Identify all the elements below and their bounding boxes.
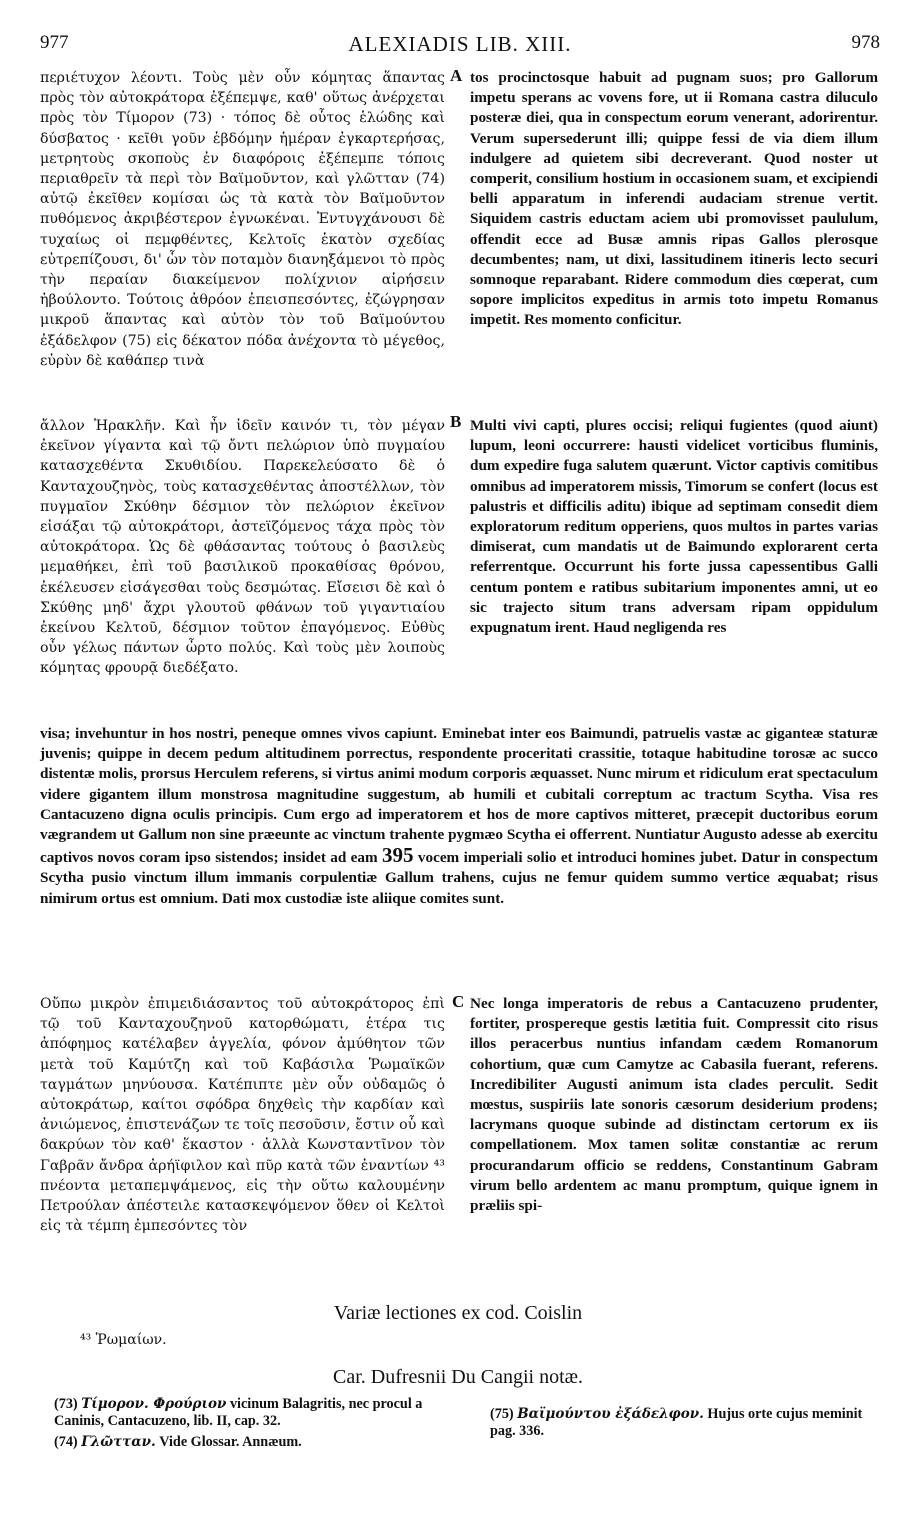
running-header [40, 32, 880, 62]
variae-heading: Variæ lectiones ex cod. Coislin [333, 1302, 583, 1324]
footnote-73 [54, 1396, 450, 1430]
latin-column-a [470, 68, 878, 331]
page-number-left: 977 [40, 32, 69, 53]
variae-item: ⁴³ Ῥωμαίων. [80, 1332, 167, 1348]
footnote-74-lemma: Γλῶτταν. [81, 1434, 156, 1450]
greek-text-a: περιέτυχον λέοντι. Τοὺς μὲν οὖν κόμητας ἅπαντας πρὸς τὸν αὐτοκράτορα ἐξέπεμψε, καθ' οὕτως ἀνέρχεται πρὸς τὸν Τίμορον (73) · τόπος δὲ οὗτος ἑλώδης καὶ δύσβατος · κεῖθι γοῦν ἑβδόμην ἡμέραν ἐγκαρτερήσας, μετρητοὺς σκοποὺς ἐν διαφόροις ἐξέπεμπε τόποις περιαθρεῖν τὰ περὶ τὸν Βαϊμοῦντον, καὶ γλῶτταν (74) αὐτῷ ἐκεῖθεν κομίσαι ὡς τὰ κατὰ τὸν Βαϊμοῦντον πυθόμενος ἀκριβέστερον ἐγνωκέναι. Ἐντυγχάνουσι δὲ τυχαίως οἱ πεμφθέντες, Κελτοῖς ἑκατὸν σχεδίας εὐτρεπίζουσι, δι' ὧν τὸν ποταμὸν διανηξάμενοι τὸ πρὸς τὴν περαίαν διακείμενον πολίχνιον αἱρήσειν ἠβούλοντο. Τούτοις ἀθρόον ἐπεισπεσόντες, ἐζώγρησαν μικροῦ ἅπαντας καὶ αὐτὸν τὸν τοῦ Βαϊμούντου ἐξάδελφον (75) εἰς δέκατον πόδα ἀνέχοντα τὸ μέγεθος, εὐρὺν δὲ καθάπερ τινὰ [40, 70, 445, 369]
latin-full-text-before: visa; invehuntur in hos nostri, peneque omnes vivos capiunt. Eminebat inter eos Baimundi, patruelis vastæ ac giganteæ staturæ juvenis; quippe in decem pedum altitudinem porrectus, respondente proceritati crassitie, totaque habitudine torosæ ac succo distentæ molis, prorsus Herculem referens, si virtus animi modum corporis æquasset. Nunc mirum et ridiculum erat spectaculum videre gigantem illum monstrosa magnitudine suggestum, ab humili et cubitali correptum ac tractum Scytha. Visa res Cantacuzeno digna oculis principis. Cum ergo ad imperatorem et hos de more captivos mitteret, præcepit ductoribus eorum vægrandem ut Gallum non sine præeunte ac vinctum trahente pygmæo Scytha ei offerrent. Nuntiatur Augusto adesse ab exercitu captivos novos coram ipso sistendos; insidet ad eam [40, 725, 878, 867]
latin-column-c [470, 994, 878, 1216]
footnote-75 [490, 1406, 878, 1440]
greek-text-b: ἄλλον Ἡρακλῆν. Καὶ ἦν ἰδεῖν καινόν τι, τὸν μέγαν ἐκεῖνον γίγαντα καὶ τῷ ὄντι πελώριον ὑπὸ πυγμαίου κατασχεθέντα Σκυθιδίου. Παρεκελεύσατο δὲ ὁ Κανταχουζηνὸς, τοὺς κατασχεθέντας ἀποστέλλων, τὸν πυγμαῖον Σκύθην δέσμιον τὸν πελώριον ἐκεῖνον εἰσάξαι τῷ αὐτοκράτορι, ἀστεϊζόμενος τάχα πρὸς τὸν αὐτοκράτορα. Ὡς δὲ φθάσαντας τούτους ὁ βασιλεὺς μεμαθήκει, ἐπὶ τοῦ βασιλικοῦ προκαθίσας θρόνου, ἐκέλευσεν εἰσάγεσθαι τοὺς δεσμώτας. Εἴσεισι δὲ καὶ ὁ Σκύθης μηδ' ἄχρι γλουτοῦ φθάνων τοῦ γιγαντιαίου ἐκείνου Κελτοῦ, δέσμιον τοῦτον ἐπαγόμενος. Εὐθὺς οὖν γέλως πάντων ὦρτο πολύς. Καὶ τοὺς μὲν λοιποὺς κόμητας φρουρᾷ διεδέξατο. [40, 418, 445, 677]
section-marker-a: A [450, 66, 463, 85]
greek-column-a [40, 68, 445, 371]
latin-text-a: tos procinctosque habuit ad pugnam suos; pro Gallorum impetu sperans ac vovens fore, ut ii Romana castra diluculo posteræ diei, qua in conspectum eorum venerant, adorirentur. Verum supersederunt illi; quippe fessi de via diem illum indulgere ad quietem sibi decreverant. Quod noster ut comperit, consilium hostium in occasionem suam, et excipiendi belli apparatum in inferendi audaciam strenue vertit. Siquidem castris eductam aciem ubi promovisset paululum, offendit ecce ad Busæ amnis ripas Gallos plerosque decumbentes; nam, ut dixi, lassitudinem itineris lecto securi somnoque reparabant. Ridere commodum dies cœperat, cum sopore implicitos expeditus in armis toto impetu Romanus impetit. Res momento conficitur. [470, 69, 878, 329]
footnote-75-ref: (75) [490, 1406, 514, 1422]
footnote-74 [54, 1434, 450, 1451]
footnote-73-lemma: Τίμορον. Φρούριον [81, 1396, 227, 1412]
footnote-73-ref: (73) [54, 1396, 78, 1412]
latin-text-c: Nec longa imperatoris de rebus a Cantacuzeno prudenter, fortiter, prospereque gestis lætitia fuit. Compressit cito risus illos peracerbus nuntius infandam cædem Romanorum cohortium, quæ cum Camytze ac Cabasila fuerant, referens. Incredibiliter Augusti animum ista clades perculit. Sedit mœstus, suspiriis late sonoris cæsorum desiderium prodens; lacrymans quoque subinde ad distinctam certorum ex iis compellationem. Mox tamen solitæ constantiæ ac rerum procurandarum officio se reddens, Constantinum Gabram virum bello ardentem ac manu promptum, quique ignem in præliis spi- [470, 995, 878, 1215]
footnote-74-text: Vide Glossar. Annæum. [159, 1434, 302, 1450]
inline-page-number: 395 [382, 843, 414, 868]
greek-column-b [40, 416, 445, 679]
page-number-right: 978 [851, 32, 880, 53]
greek-column-c [40, 994, 445, 1236]
footnote-73-text: vicinum Balagritis, nec procul a Caninis, Cantacuzeno, lib. II, cap. 32. [54, 1396, 423, 1429]
section-marker-c: C [452, 992, 465, 1011]
footnote-75-lemma: Βαϊμούντου ἐξάδελφον. [517, 1406, 704, 1422]
latin-column-b [470, 416, 878, 638]
latin-full-text-after: vocem imperiali solio et introduci homines jubet. Datur in conspectum Scytha pusio vinctum illum immanis corpulentiæ Gallum trahens, cujus ne femur quidem summo vertice æquabat; risus nimirum ortus est omnium. Dati mox custodiæ iste aliique comites sunt. [40, 849, 878, 907]
greek-text-c: Οὔπω μικρὸν ἐπιμειδιάσαντος τοῦ αὐτοκράτορος ἐπὶ τῷ τοῦ Κανταχουζηνοῦ κατορθώματι, ἑτέρα τις ἀπόφημος κατέλαβεν ἀγγελία, φόνον ἀμύθητον τῶν μετὰ τοῦ Καμύτζη καὶ τοῦ Καβάσιλα Ῥωμαϊκῶν ταγμάτων μηνύουσα. Κατέπιπτε μὲν οὖν οὐδαμῶς ὁ αὐτοκράτωρ, καίτοι σφόδρα δηχθεὶς τὴν καρδίαν καὶ ἀνιώμενος, ἐπιστενάζων τε τοῖς πεσοῦσιν, ἔστιν οὗ καὶ δακρύων τὸν καθ' ἕκαστον · ἀλλὰ Κωνσταντῖνον τὸν Γαβρᾶν ἄνδρα ἀρήϊφιλον καὶ πῦρ κατὰ τῶν ἐναντίων ⁴³ πνέοντα μεταπεμψάμενος, εἰς τὴν οὕτω καλουμένην Πετρούλαν ἀπέστειλε κατασκεψόμενον ὅθεν οἱ Κελτοὶ εἰς τὰ τέμπη ἐμπεσόντες τὸν [40, 996, 445, 1235]
footnote-74-ref: (74) [54, 1434, 78, 1450]
section-marker-b: B [450, 412, 462, 431]
notae-heading: Car. Dufresnii Du Cangii notæ. [333, 1366, 583, 1388]
footnote-75-text: Hujus orte cujus meminit pag. 336. [490, 1406, 863, 1439]
latin-text-b: Multi vivi capti, plures occisi; reliqui fugientes (quod aiunt) lupum, leoni occurrere: hausti videlicet vorticibus fluminis, dum expedire fuga salutem quærunt. Victor captivis comitibus omnibus ad imperatorem missis, Timorum se confert (locus est palustris et difficilis aditu) ibique ad septimam consedit diem exploratorum reditum opperiens, quos multos in partes varias dimiserat, cum mandatis ut de Baimundo explorarent certa referrentque. Occurrunt his forte jussa capessentibus Galli centum pontem e ratibus subitarium imponentes amni, ut eo sic trajecto situm trans adversam ripam oppidulum expugnatum irent. Haud negligenda res [470, 417, 878, 637]
running-title: ALEXIADIS LIB. XIII. [348, 32, 572, 56]
latin-full-width-paragraph [40, 724, 878, 909]
